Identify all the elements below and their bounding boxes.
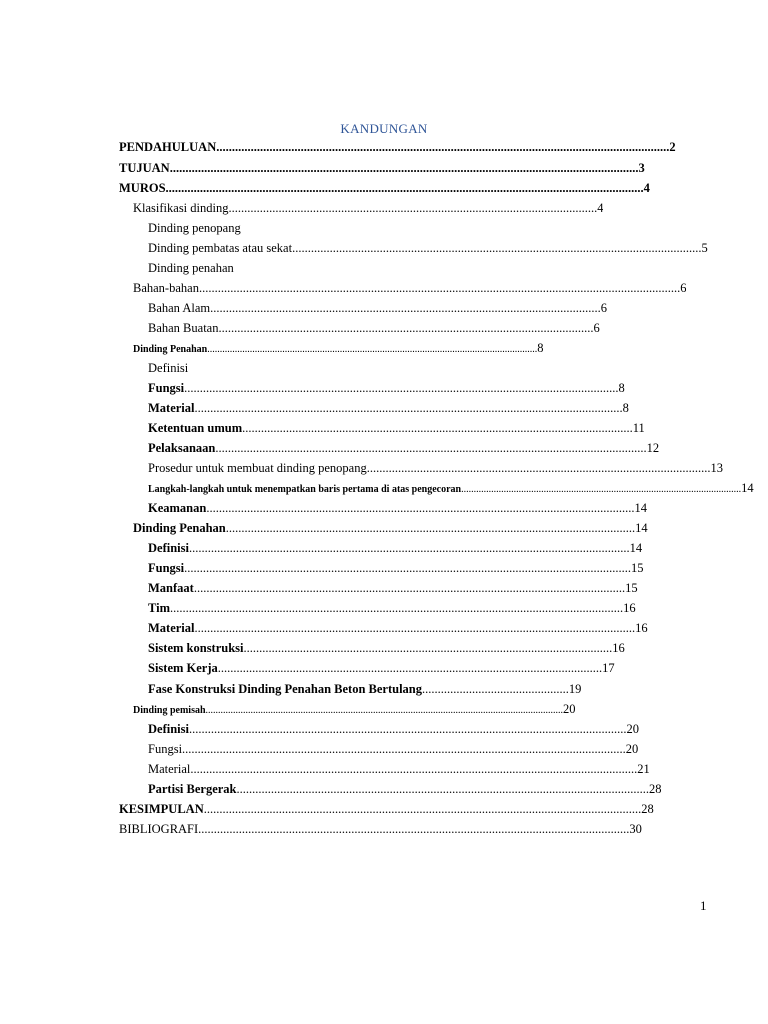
toc-label: Dinding pembatas atau sekat [148,241,293,255]
toc-leader: ...................................................................................................................... [228,201,598,215]
toc-entry[interactable] [148,540,642,556]
toc-leader: ...................................................................................................................... [243,641,613,655]
toc-label: Dinding pemisah [133,705,206,716]
toc-entry[interactable] [148,220,241,236]
toc-leader: .............................................................................................................................................. [182,742,626,756]
toc-label: Ketentuan umum [148,421,243,435]
toc-page: 3 [638,161,645,175]
toc-page: 17 [602,661,615,675]
toc-leader: ................................................................................................................................... [225,521,636,535]
toc-page: 28 [641,802,654,816]
toc-entry[interactable] [148,320,600,336]
toc-leader: ............................................................................................................................................... [205,705,564,716]
toc-leader: ............................................................................................................................................... [190,762,638,776]
toc-label: MUROS [119,181,166,195]
toc-label: Klasifikasi dinding [133,201,229,215]
toc-label: Pelaksanaan [148,441,216,455]
toc-label: Fungsi [148,381,185,395]
toc-page: 16 [635,621,648,635]
toc-label: Prosedur untuk membuat dinding penopang [148,461,367,475]
toc-label: Dinding Penahan [133,344,208,355]
toc-entry[interactable] [148,400,629,416]
page-number: 1 [700,898,707,913]
toc-page: 15 [625,581,638,595]
toc-label: Dinding penahan [148,261,234,275]
toc-label: Sistem Kerja [148,661,218,675]
toc-entry[interactable] [148,781,662,797]
toc-entry[interactable] [133,200,603,216]
page-title: KANDUNGAN [340,121,428,136]
toc-page: 5 [701,241,708,255]
toc-label: Bahan Buatan [148,321,219,335]
toc-page: 6 [600,301,608,315]
toc-entry[interactable] [148,480,754,496]
toc-label: Bahan Alam [148,301,211,315]
toc-label: Material [148,762,191,776]
toc-leader: .......................................................................................................................................... [198,822,630,836]
toc-leader: ................................................................................................................ [461,484,742,495]
toc-entry[interactable] [148,761,650,777]
toc-label: Dinding Penahan [133,521,226,535]
toc-label: TUJUAN [119,161,170,175]
toc-page: 16 [612,641,625,655]
toc-label: Fungsi [148,561,185,575]
toc-entry[interactable] [119,801,654,817]
toc-page: 20 [626,722,639,736]
toc-label: Langkah-langkah untuk menempatkan baris pertama di atas pengecoran [148,484,462,495]
toc-label: Partisi Bergerak [148,782,237,796]
toc-entry[interactable] [148,580,638,596]
toc-page: 15 [631,561,644,575]
toc-entry[interactable] [148,620,648,636]
toc-entry[interactable] [133,520,648,536]
toc-leader: ............................................... [422,682,569,696]
toc-entry[interactable] [148,721,639,737]
toc-page: 14 [741,481,754,495]
toc-entry[interactable] [119,180,650,196]
toc-label: Material [148,621,195,635]
toc-leader: ............................................................................................................................. [210,301,601,315]
toc-entry[interactable] [148,360,188,376]
toc-entry[interactable] [148,240,708,256]
toc-leader: ................................................................................................................................... [292,241,702,255]
toc-page: 6 [593,321,600,335]
toc-entry[interactable] [148,440,659,456]
toc-entry[interactable] [133,280,686,296]
toc-leader: ........................................................................................................................... [217,661,603,675]
toc-page: 14 [634,501,647,515]
toc-label: Definisi [148,361,189,375]
toc-entry[interactable] [148,300,607,316]
toc-page: 2 [669,140,676,154]
toc-label: Fungsi [148,742,183,756]
toc-label: Fase Konstruksi Dinding Penahan Beton Bertulang [148,682,423,696]
toc-entry[interactable] [148,600,636,616]
toc-entry[interactable] [148,681,581,697]
toc-leader: ................................................................................................................................................. [170,601,624,615]
toc-entry[interactable] [119,139,676,155]
toc-page: 14 [629,541,643,555]
toc-leader: ................................................................................................................................................. [216,140,670,154]
toc-leader: ............................................................................................................................................ [188,722,627,736]
toc-label: Bahan-bahan [133,281,199,295]
toc-label: Definisi [148,541,189,555]
toc-leader: ............................................................................................................................................. [194,621,636,635]
toc-leader: ........................................................................................................................................... [184,381,619,395]
toc-page: 12 [646,441,660,455]
toc-leader: .......................................................................................................................................... [193,581,626,595]
toc-entry[interactable] [133,701,576,717]
toc-leader: .................................................................................................................................... [207,344,538,355]
toc-leader: .......................................................................................................................................................... [198,281,681,295]
toc-entry[interactable] [148,260,234,276]
toc-entry[interactable] [148,640,625,656]
toc-page: 4 [643,181,650,195]
toc-label: Keamanan [148,501,207,515]
toc-page: 16 [623,601,636,615]
toc-entry[interactable] [148,500,647,516]
toc-leader: .................................................................................................................................... [236,782,650,796]
toc-label: Tim [148,601,170,615]
toc-page: 14 [635,521,648,535]
toc-label: Sistem konstruksi [148,641,244,655]
toc-leader: ......................................................................................................................................... [206,501,635,515]
toc-leader: ............................................................................................................................................. [188,541,630,555]
toc-entry[interactable] [148,420,645,436]
toc-entry[interactable] [148,741,638,757]
toc-leader: ...................................................................................................................................................... [169,161,639,175]
toc-label: KESIMPULAN [119,802,204,816]
toc-label: BIBLIOGRAFI [119,822,199,836]
toc-entry[interactable] [148,660,615,676]
toc-page: 8 [537,341,544,355]
toc-leader: ............................................................................................................................. [242,421,633,435]
toc-page: 8 [618,381,625,395]
toc-leader: ............................................................................................................................................... [184,561,632,575]
toc-leader: ......................................................................................................................................... [194,401,623,415]
toc-page: 6 [680,281,687,295]
toc-label: Definisi [148,722,189,736]
toc-page: 30 [629,822,642,836]
toc-entry[interactable] [148,460,723,476]
toc-page: 13 [710,461,723,475]
toc-page: 11 [632,421,645,435]
toc-page: 4 [597,201,604,215]
toc-label: PENDAHULUAN [119,140,217,154]
toc-label: Manfaat [148,581,194,595]
toc-page: 19 [568,682,582,696]
toc-entry[interactable] [119,821,642,837]
toc-page: 20 [563,702,576,716]
toc-page: 20 [625,742,639,756]
toc-entry[interactable] [133,340,543,356]
toc-page: 21 [637,762,650,776]
toc-leader: ........................................................................................................................ [218,321,594,335]
toc-entry[interactable] [148,380,625,396]
toc-leader: .......................................................................................................................................... [215,441,647,455]
toc-entry[interactable] [119,160,645,176]
toc-leader: ............................................................................................................................................ [203,802,642,816]
toc-page: 28 [649,782,662,796]
toc-leader: ......................................................................................................................................................... [165,181,644,195]
toc-leader: .............................................................................................................. [366,461,711,475]
toc-page: 8 [622,401,629,415]
toc-entry[interactable] [148,560,644,576]
toc-label: Dinding penopang [148,221,241,235]
toc-label: Material [148,401,195,415]
